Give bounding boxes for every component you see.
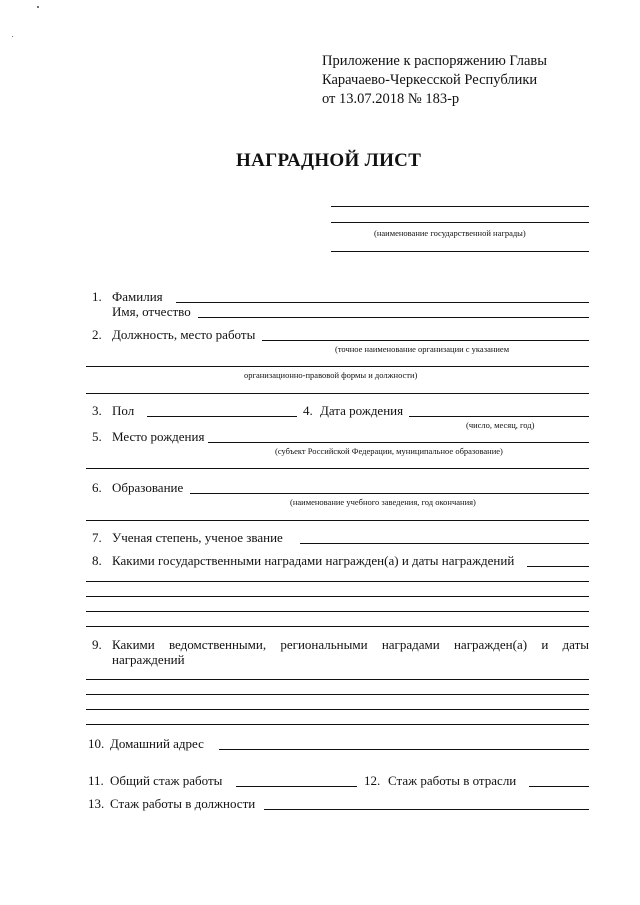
award-name-caption: (наименование государственной награды)	[374, 228, 526, 238]
state-awards-line-2[interactable]	[86, 581, 589, 582]
state-awards-line-5[interactable]	[86, 626, 589, 627]
field-13-label: Стаж работы в должности	[110, 796, 256, 811]
field-2-caption-2: организационно-правовой формы и должности)	[244, 370, 418, 380]
field-5-caption: (субъект Российской Федерации, муниципальное образование)	[275, 446, 503, 456]
field-2-caption-1: (точное наименование организации с указанием	[335, 344, 510, 354]
education-line[interactable]	[190, 493, 589, 494]
appendix-line-2: Карачаево-Черкесской Республики	[322, 72, 538, 88]
award-name-line-2[interactable]	[331, 222, 589, 223]
industry-experience-line[interactable]	[529, 786, 589, 787]
field-4-number: 4.	[303, 403, 313, 418]
appendix-line-3: от 13.07.2018 № 183-р	[322, 91, 460, 107]
field-7-number: 7.	[92, 530, 102, 545]
field-9-word: даты	[562, 637, 589, 652]
field-6-number: 6.	[92, 480, 102, 495]
field-9-word: и	[541, 637, 549, 652]
field-11-label: Общий стаж работы	[110, 773, 223, 788]
appendix-line-1: Приложение к распоряжению Главы	[322, 53, 547, 69]
page-title: НАГРАДНОЙ ЛИСТ	[236, 150, 422, 171]
field-3-label: Пол	[112, 403, 135, 418]
name-patronymic-line[interactable]	[198, 317, 589, 318]
field-13-number: 13.	[88, 796, 105, 811]
field-8-number: 8.	[92, 553, 102, 568]
field-7-label: Ученая степень, ученое звание	[112, 530, 283, 545]
scan-speck	[12, 36, 13, 37]
award-name-line-3[interactable]	[331, 251, 589, 252]
field-4-label: Дата рождения	[320, 403, 404, 418]
education-line-2[interactable]	[86, 520, 589, 521]
home-address-line[interactable]	[219, 749, 589, 750]
birth-date-line[interactable]	[409, 416, 589, 417]
academic-degree-line[interactable]	[300, 543, 589, 544]
field-1-label: Фамилия	[112, 289, 163, 304]
field-9-word: ведомственными,	[168, 637, 267, 652]
state-awards-line-3[interactable]	[86, 596, 589, 597]
field-10-number: 10.	[88, 736, 105, 751]
sex-line[interactable]	[147, 416, 297, 417]
field-9-word: наградами	[381, 637, 440, 652]
regional-awards-line-3[interactable]	[86, 709, 589, 710]
field-3-number: 3.	[92, 403, 102, 418]
regional-awards-line-1[interactable]	[86, 679, 589, 680]
field-9-label-2: награждений	[112, 652, 185, 667]
birthplace-line[interactable]	[208, 442, 589, 443]
field-5-number: 5.	[92, 429, 102, 444]
field-11-number: 11.	[88, 773, 104, 788]
field-2-number: 2.	[92, 327, 102, 342]
field-6-label: Образование	[112, 480, 184, 495]
scan-speck	[37, 6, 39, 8]
field-9-word: Какими	[112, 637, 155, 652]
position-line[interactable]	[262, 340, 589, 341]
state-awards-line-4[interactable]	[86, 611, 589, 612]
field-10-label: Домашний адрес	[110, 736, 204, 751]
field-5-label: Место рождения	[112, 429, 205, 444]
total-experience-line[interactable]	[236, 786, 357, 787]
field-1-number: 1.	[92, 289, 102, 304]
position-line-2[interactable]	[86, 366, 589, 367]
field-6-caption: (наименование учебного заведения, год окончания)	[290, 497, 476, 507]
regional-awards-line-2[interactable]	[86, 694, 589, 695]
surname-line[interactable]	[176, 302, 589, 303]
field-12-label: Стаж работы в отрасли	[388, 773, 517, 788]
field-9-word: региональными	[280, 637, 368, 652]
birthplace-line-2[interactable]	[86, 468, 589, 469]
field-4-caption: (число, месяц, год)	[466, 420, 535, 430]
state-awards-line-1[interactable]	[527, 566, 589, 567]
position-experience-line[interactable]	[264, 809, 589, 810]
regional-awards-line-4[interactable]	[86, 724, 589, 725]
field-2-label: Должность, место работы	[112, 327, 256, 342]
field-8-label: Какими государственными наградами награжден(а) и даты награждений	[112, 553, 515, 568]
field-12-number: 12.	[364, 773, 381, 788]
field-1-label-2: Имя, отчество	[112, 304, 191, 319]
position-line-3[interactable]	[86, 393, 589, 394]
award-name-line-1[interactable]	[331, 206, 589, 207]
field-9-word: награжден(а)	[453, 637, 528, 652]
field-9-label	[112, 637, 589, 653]
field-9-number: 9.	[92, 637, 102, 652]
